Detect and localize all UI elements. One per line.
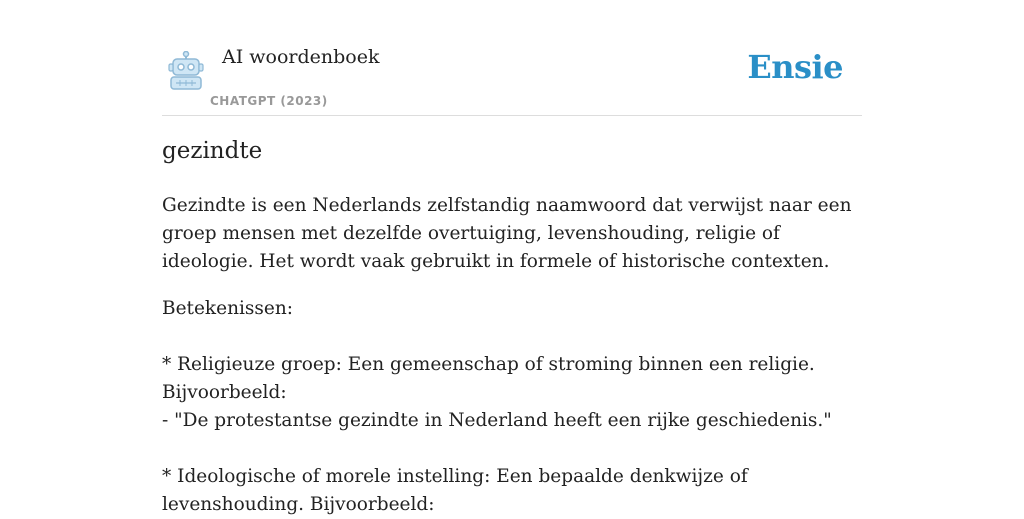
entry-meanings: Betekenissen: * Religieuze groep: Een gemeenschap of stroming binnen een religie. Bijvoorbeeld: - "De protestantse gezindte in Nederland heeft een rijke geschiedenis." * Ideologische of morele instelling: Een bepaalde denkwijze of levenshouding. Bijvoorbeeld: [162, 298, 832, 515]
entry-term: gezindte [162, 138, 263, 164]
robot-icon [165, 51, 207, 91]
entry-definition: Gezindte is een Nederlands zelfstandig naamwoord dat verwijst naar een groep mensen met dezelfde overtuiging, levenshouding, religie of ideologie. Het wordt vaak gebruikt in formele of historische contexten. [162, 195, 852, 272]
source-subtitle: CHATGPT (2023) [210, 94, 328, 108]
source-title[interactable]: AI woordenboek [222, 46, 380, 68]
ensie-logo[interactable]: Ensie [747, 48, 843, 86]
entry-header [162, 40, 862, 116]
